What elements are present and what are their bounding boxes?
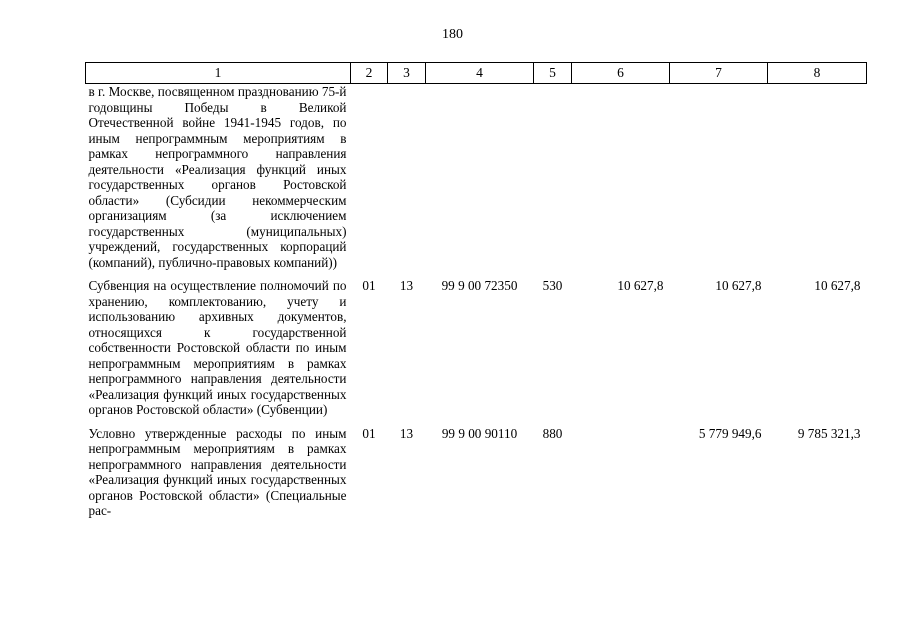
row-expense-type: 880 xyxy=(542,425,563,441)
row-target-article: 99 9 00 90110 xyxy=(441,425,518,441)
row-subsection: 13 xyxy=(399,278,414,293)
row-expense-type: 530 xyxy=(542,278,563,293)
table-header xyxy=(86,63,867,84)
header-col-2: 2 xyxy=(351,63,388,84)
header-col-7: 7 xyxy=(670,63,768,84)
header-col-6: 6 xyxy=(572,63,670,84)
row-amount-col7: 5 779 949,6 xyxy=(698,425,762,441)
row-amount-col7: 10 627,8 xyxy=(715,278,762,293)
row-amount-col8: 9 785 321,3 xyxy=(797,425,861,441)
row-description: Субвенция на осуществление полномочий по хранению, комплектованию, учету и использованию архивных документов, относящихся к государственной собственности Ростовской области по иным непрограммным мероприятиям в рамках непрограммного направления деятельности «Реализация функций иных государственных органов Ростовской области» (Субвенции) xyxy=(88,278,347,417)
table-row xyxy=(86,84,867,271)
header-col-5: 5 xyxy=(534,63,572,84)
header-col-1: 1 xyxy=(86,63,351,84)
row-description: Условно утвержденные расходы по иным непрограммным мероприятиям в рамках непрограммного направления деятельности «Реализация функций иных государственных органов Ростовской области» (Специальные рас- xyxy=(88,425,347,518)
row-amount-col8 xyxy=(768,84,867,271)
table-row xyxy=(86,418,867,519)
page-number: 180 xyxy=(442,27,463,42)
budget-table xyxy=(85,62,867,519)
row-subsection xyxy=(388,84,426,271)
header-col-3: 3 xyxy=(388,63,426,84)
header-row xyxy=(86,63,867,84)
row-section: 01 xyxy=(362,425,376,441)
row-amount-col7 xyxy=(670,84,768,271)
row-section xyxy=(351,84,388,271)
row-target-article xyxy=(426,84,534,271)
row-amount-col6 xyxy=(572,418,670,519)
header-col-8: 8 xyxy=(768,63,867,84)
row-subsection: 13 xyxy=(399,425,414,441)
row-amount-col6: 10 627,8 xyxy=(617,278,664,293)
row-amount-col6 xyxy=(572,84,670,271)
row-section: 01 xyxy=(362,278,376,293)
header-col-4: 4 xyxy=(426,63,534,84)
row-description: в г. Москве, посвященном празднованию 75-й годовщины Победы в Великой Отечественной войне 1941-1945 годов, по иным непрограммным мероприятиям в рамках непрограммного направления деятельности «Реализация функций иных государственных органов Ростовской области» (Субсидии некоммерческим организациям (за исключением государственных (муниципальных) учреждений, государственных корпораций (компаний), публично-правовых компаний)) xyxy=(88,84,347,270)
table-row xyxy=(86,270,867,418)
row-target-article: 99 9 00 72350 xyxy=(441,278,518,293)
row-amount-col8: 10 627,8 xyxy=(814,278,861,293)
row-expense-type xyxy=(534,84,572,271)
